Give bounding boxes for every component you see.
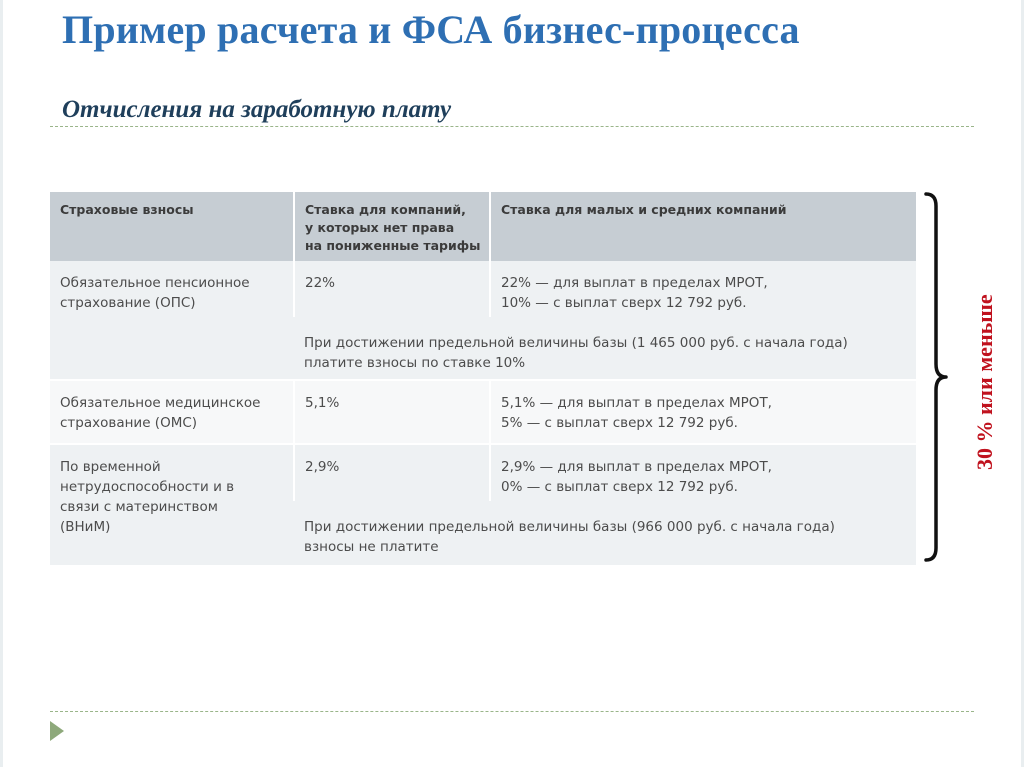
- row-rate-oms: 5,1%: [294, 380, 490, 444]
- page-subtitle: Отчисления на заработную плату: [62, 96, 452, 123]
- table-header-row: [50, 192, 916, 261]
- slide-edge-left: [0, 0, 3, 767]
- page-title: Пример расчета и ФСА бизнес-процесса: [62, 7, 800, 52]
- table-row: [50, 261, 916, 317]
- row-sme-rate-oms: 5,1% — для выплат в пределах МРОТ, 5% — с выплат сверх 12 792 руб.: [490, 380, 916, 444]
- header-standard-rate: Ставка для компаний, у которых нет права на пониженные тарифы: [294, 192, 490, 261]
- divider-bottom: [50, 711, 974, 712]
- side-label-text: 30 % или меньше: [972, 294, 997, 470]
- row-name-vnim: По временной нетрудоспособности и в связи с материнством (ВНиМ): [50, 444, 294, 565]
- row-note-ops: При достижении предельной величины базы (1 465 000 руб. с начала года) платите взносы по ставке 10%: [294, 317, 916, 380]
- divider-top: [50, 126, 974, 127]
- play-arrow-icon[interactable]: [50, 721, 64, 741]
- row-note-vnim: При достижении предельной величины базы (966 000 руб. с начала года) взносы не платите: [294, 501, 916, 565]
- insurance-table: [50, 192, 916, 565]
- table-row: [50, 380, 916, 444]
- curly-brace-icon: [924, 192, 948, 562]
- table-row: [50, 444, 916, 501]
- row-name-oms: Обязательное медицинское страхование (ОМС): [50, 380, 294, 444]
- header-insurance-contributions: Страховые взносы: [50, 192, 294, 261]
- row-sme-rate-ops: 22% — для выплат в пределах МРОТ, 10% — с выплат сверх 12 792 руб.: [490, 261, 916, 317]
- row-rate-ops: 22%: [294, 261, 490, 317]
- row-name-ops: Обязательное пенсионное страхование (ОПС): [50, 261, 294, 380]
- row-rate-vnim: 2,9%: [294, 444, 490, 501]
- header-sme-rate: Ставка для малых и средних компаний: [490, 192, 916, 261]
- side-label: [970, 294, 1024, 470]
- row-sme-rate-vnim: 2,9% — для выплат в пределах МРОТ, 0% — с выплат сверх 12 792 руб.: [490, 444, 916, 501]
